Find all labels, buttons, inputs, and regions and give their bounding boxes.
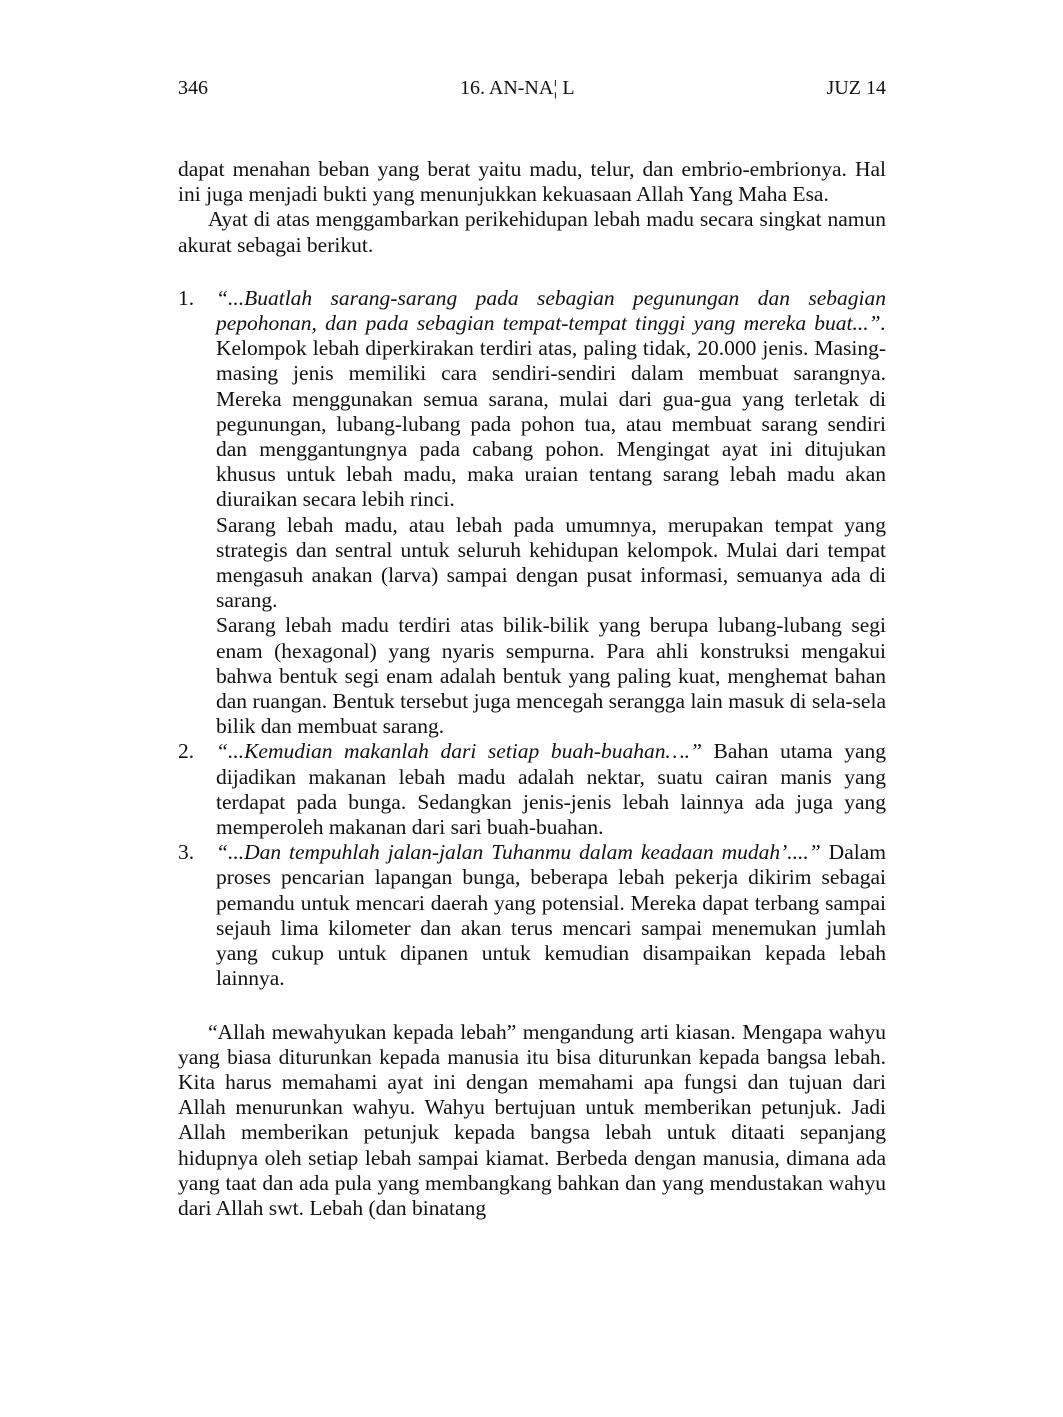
page-body — [178, 157, 886, 1221]
list-item — [178, 286, 886, 740]
verse-quote: “...Kemudian makanlah dari setiap buah-buahan….” — [216, 739, 702, 764]
list-item — [178, 840, 886, 991]
juz-label: JUZ 14 — [826, 77, 886, 99]
list-item-number: 2. — [178, 739, 195, 764]
verse-quote: “...Dan tempuhlah jalan-jalan Tuhanmu dalam keadaan mudah’....” — [216, 840, 821, 865]
list-item-number: 1. — [178, 285, 195, 310]
surah-title: 16. AN-NA¦ L — [459, 77, 575, 99]
list-item-text: Kelompok lebah diperkirakan terdiri atas, paling tidak, 20.000 jenis. Masing-masing jenis memiliki cara sendiri-sendiri dalam membuat sarangnya. Mereka menggunakan semua sarana, mulai dari gua-gua yang terletak di pegunungan, lubang-lubang pada pohon tua, atau membuat sarang sendiri dan menggantungnya pada cabang pohon. Mengingat ayat ini ditujukan khusus untuk lebah madu, maka uraian tentang sarang lebah madu akan diuraikan secara lebih rinci. — [216, 336, 886, 512]
page-number: 346 — [178, 77, 208, 99]
list-item — [178, 739, 886, 840]
page-header — [178, 76, 886, 100]
closing-paragraph: “Allah mewahyukan kepada lebah” mengandung arti kiasan. Mengapa wahyu yang biasa diturunkan kepada manusia itu bisa diturunkan kepada bangsa lebah. Kita harus memahami ayat ini dengan memahami apa fungsi dan tujuan dari Allah menurunkan wahyu. Wahyu bertujuan untuk memberikan petunjuk. Jadi Allah memberikan petunjuk kepada bangsa lebah untuk ditaati sepanjang hidupnya oleh setiap lebah sampai kiamat. Berbeda dengan manusia, dimana ada yang taat dan ada pula yang membangkang bahkan dan yang mendustakan wahyu dari Allah swt. Lebah (dan binatang — [178, 1019, 886, 1220]
list-item-number: 3. — [178, 840, 195, 865]
list-item-paragraph: Sarang lebah madu terdiri atas bilik-bilik yang berupa lubang-lubang segi enam (hexagonal) yang nyaris sempurna. Para ahli konstruksi mengakui bahwa bentuk segi enam adalah bentuk yang paling kuat, menghemat bahan dan ruangan. Bentuk tersebut juga mencegah serangga lain masuk di sela-sela bilik dan membuat sarang. — [216, 613, 886, 739]
numbered-list — [178, 286, 886, 992]
intro-paragraph-2: Ayat di atas menggambarkan perikehidupan lebah madu secara singkat namun akurat sebagai berikut. — [178, 207, 886, 257]
list-item-text: Bahan utama yang dijadikan makanan lebah madu adalah nektar, suatu cairan manis yang terdapat pada bunga. Sedangkan jenis-jenis lebah lainnya ada juga yang memperoleh makanan dari sari buah-buahan. — [216, 739, 886, 840]
verse-quote: “...Buatlah sarang-sarang pada sebagian pegunungan dan sebagian pepohonan, dan pada sebagian tempat-tempat tinggi yang mereka buat...”. — [216, 285, 886, 336]
list-item-paragraph: Sarang lebah madu, atau lebah pada umumnya, merupakan tempat yang strategis dan sentral untuk seluruh kehidupan kelompok. Mulai dari tempat mengasuh anakan (larva) sampai dengan pusat informasi, semuanya ada di sarang. — [216, 512, 886, 613]
list-item-text: Dalam proses pencarian lapangan bunga, beberapa lebah pekerja dikirim sebagai pemandu untuk mencari daerah yang potensial. Mereka dapat terbang sampai sejauh lima kilometer dan akan terus mencari sampai menemukan jumlah yang cukup untuk dipanen untuk kemudian disampaikan kepada lebah lainnya. — [216, 840, 886, 991]
intro-paragraph-1: dapat menahan beban yang berat yaitu madu, telur, dan embrio-embrionya. Hal ini juga menjadi bukti yang menunjukkan kekuasaan Allah Yang Maha Esa. — [178, 157, 886, 207]
